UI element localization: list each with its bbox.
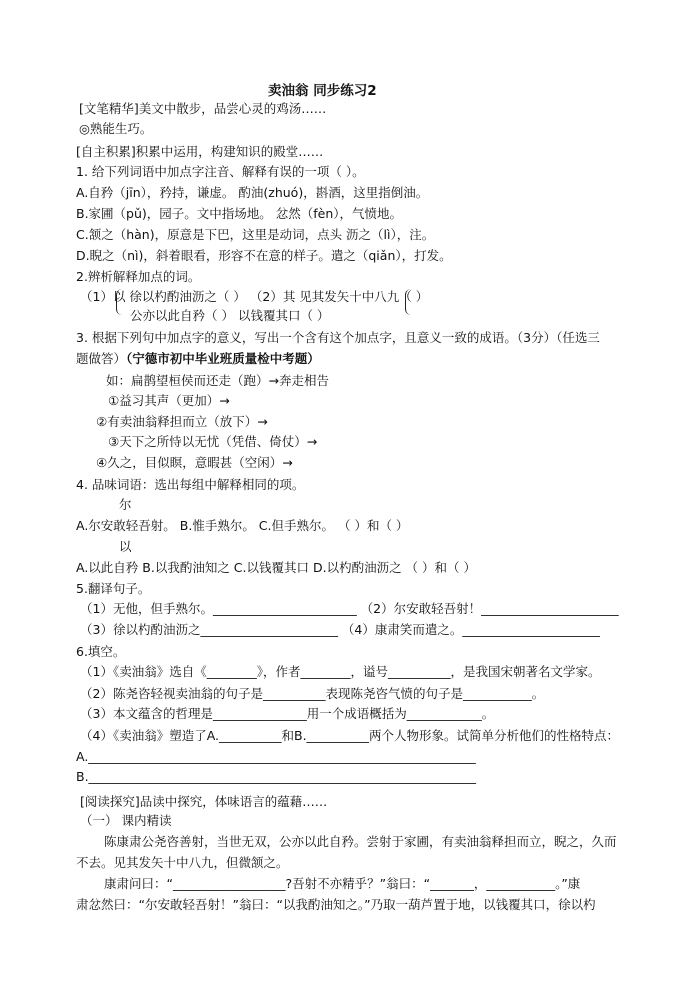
option-d: D.睨之（nì)，斜着眼看，形容不在意的样子。遣之（qiǎn），打发。 [76,248,452,263]
question-4: 4. 品味词语：选出每组中解释相同的项。 [76,477,305,492]
exam-source: （宁德市初中毕业班质量检中考题） [126,351,320,366]
fill-line: （3）本文蕴含的哲理是_______________用一个成语概括为____________。 [80,706,495,721]
question-3-cont [76,351,320,366]
question-1: 1. 给下列词语中加点字注音、解释有误的一项（ ）。 [76,164,365,179]
answer-line: A.______________________________________________________________ [76,749,476,764]
section-header: [文笔精华]美文中散步，品尝心灵的鸡汤…… [79,101,327,116]
group-label: 尔 [119,497,132,512]
item-3: ③天下之所恃以无忧（凭借、倚仗）→ [108,434,318,449]
item-4: ④久之，目似瞑，意暇甚（空闲）→ [96,455,293,470]
item-1: ①益习其声（更加）→ [108,393,230,408]
question-3-cont-text: 题做答） [76,351,127,366]
section-header: [自主积累]积累中运用，构建知识的殿堂…… [76,144,324,159]
page-title: 卖油翁 同步练习2 [268,83,377,99]
question-2-line-2: 公亦以此自矜（ ） 以钱覆其口（ ） [130,308,330,323]
question-5: 5.翻译句子。 [76,581,151,596]
group-label: 以 [119,539,132,554]
question-6: 6.填空。 [76,644,126,659]
question-2: 2.辨析解释加点的词。 [76,269,201,284]
translate-line: （3）徐以杓酌油沥之______________________ （4）康肃笑而遣之。______________________ [80,622,600,637]
answer-line: B.______________________________________________________________ [76,769,477,784]
group-options: A.尔安敢轻吾射。 B.惟手熟尔。 C.但手熟尔。 （ ）和（ ） [76,518,409,533]
passage-line: 肃忿然曰：“尔安敢轻吾射！”翁曰：“以我酌油知之。”乃取一葫芦置于地，以钱覆其口，徐以杓 [76,897,596,912]
option-c: C.颔之（hàn)，原意是下巴，这里是动词，点头 沥之（lì），注。 [76,227,435,242]
fill-line: （1）《卖油翁》选自《________》，作者________，谥号__________，是我国宋朝著名文学家。 [80,664,601,679]
passage-line: 陈康肃公尧咨善射，当世无双，公亦以此自矜。尝射于家圃，有卖油翁释担而立，睨之，久而 [104,834,617,849]
question-3: 3. 根据下列句中加点字的意义，写出一个含有这个加点字，且意义一致的成语。（3分）（任选三 [76,330,600,345]
question-2-line-1: （1）以 徐以杓酌油沥之（ ） （2）其 见其发矢十中八九（ ） [80,289,429,304]
example-line: 如：扁鹊望桓侯而还走（跑）→奔走相告 [106,373,329,388]
group-options: A.以此自矜 B.以我酌油知之 C.以钱覆其口 D.以杓酌油沥之 （ ）和（ ） [76,560,476,575]
fill-line: （2）陈尧咨轻视卖油翁的句子是__________表现陈尧咨气愤的句子是___________。 [80,686,545,701]
text-line: ◎熟能生巧。 [79,121,153,136]
option-b: B.家圃（pǔ)，园子。文中指场地。 忿然（fèn），气愤地。 [76,206,403,221]
passage-line: 不去。见其发矢十中八九，但微颔之。 [76,855,289,870]
translate-line: （1）无他，但手熟尔。_______________________ （2）尔安敢轻吾射！______________________ [80,601,619,616]
subsection-title: （一） 课内精读 [80,813,172,828]
item-2: ②有卖油翁释担而立（放下）→ [96,414,268,429]
fill-line: （4）《卖油翁》塑造了A.__________和B.__________两个人物形象。试简单分析他们的性格特点： [80,728,620,743]
option-a: A.自矜（jīn），矜持，谦虚。 酌油(zhuó)，斟酒，这里指倒油。 [76,185,429,200]
passage-line: 康肃问曰：“__________________?吾射不亦精乎？”翁曰：“_______，___________。”康 [104,876,581,891]
section-header: [阅读探究]品读中探究，体味语言的蕴藉…… [80,794,328,809]
